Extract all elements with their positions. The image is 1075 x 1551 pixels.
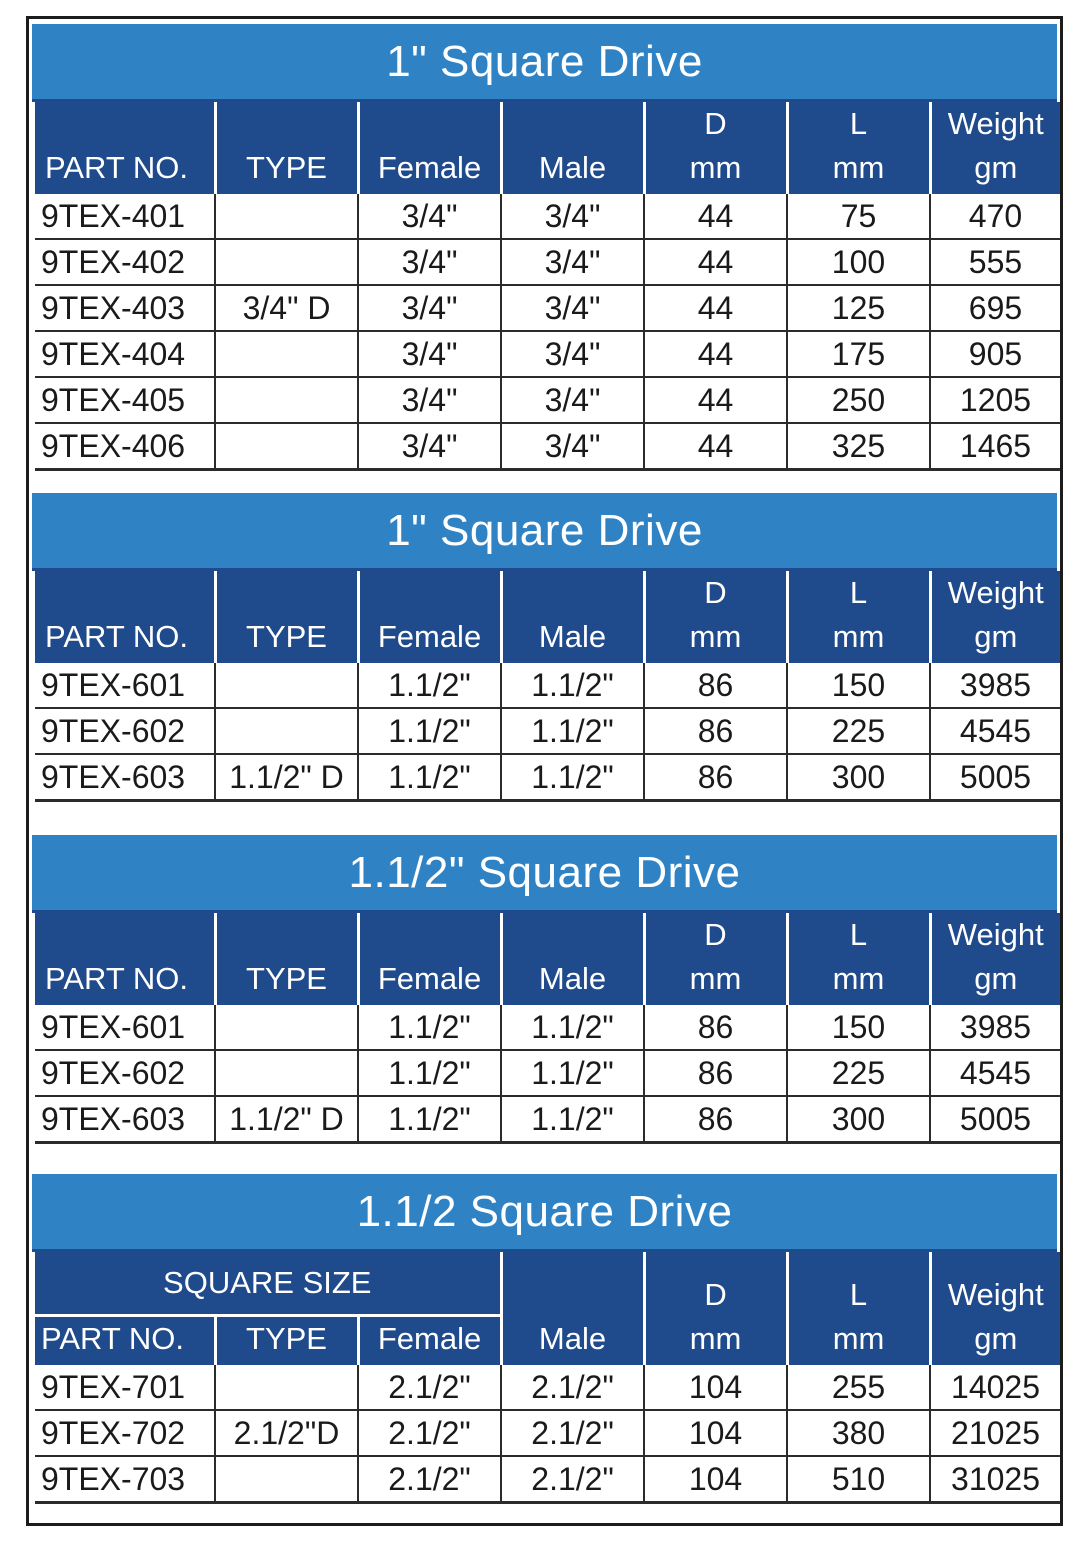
d-header-line1: D: [704, 106, 727, 141]
d-header: [644, 102, 787, 194]
l-header-line2: mm: [832, 961, 885, 996]
type-cell: [215, 377, 358, 423]
female-cell: 2.1/2": [358, 1456, 501, 1503]
l-header-line2: mm: [832, 1321, 885, 1356]
male-cell: 3/4": [501, 331, 644, 377]
l-cell: 125: [787, 285, 930, 331]
weight-cell: 5005: [930, 1096, 1060, 1143]
male-cell: 2.1/2": [501, 1456, 644, 1503]
spec-table-section: [29, 493, 1060, 802]
part-no-cell: 9TEX-601: [35, 1005, 215, 1050]
part-no-cell: 9TEX-603: [35, 754, 215, 801]
part-no-cell: 9TEX-401: [35, 194, 215, 239]
l-cell: 300: [787, 754, 930, 801]
type-cell: [215, 1050, 358, 1096]
type-cell: [215, 1005, 358, 1050]
table-row: [35, 1096, 1060, 1143]
part-no-cell: 9TEX-701: [35, 1365, 215, 1410]
weight-header-line2: gm: [974, 150, 1018, 185]
d-header: [644, 1252, 787, 1365]
weight-header-line1: Weight: [947, 1277, 1044, 1312]
female-header: Female: [358, 571, 501, 663]
female-header: Female: [358, 913, 501, 1005]
male-cell: 3/4": [501, 377, 644, 423]
section-title: 1" Square Drive: [32, 493, 1057, 568]
spec-table: [35, 1252, 1060, 1504]
female-cell: 1.1/2": [358, 754, 501, 801]
female-cell: 3/4": [358, 194, 501, 239]
l-cell: 225: [787, 1050, 930, 1096]
male-cell: 3/4": [501, 423, 644, 470]
l-header-line1: L: [849, 1277, 868, 1312]
weight-header: [930, 1252, 1060, 1365]
d-header-line1: D: [704, 575, 727, 610]
d-cell: 44: [644, 239, 787, 285]
male-cell: 3/4": [501, 239, 644, 285]
l-header-line1: L: [849, 106, 868, 141]
d-header-line1: D: [704, 1277, 727, 1312]
l-header-line2: mm: [832, 150, 885, 185]
table-row: [35, 1365, 1060, 1410]
d-cell: 104: [644, 1410, 787, 1456]
l-header-line2: mm: [832, 619, 885, 654]
female-header: Female: [358, 1316, 501, 1366]
table-row: [35, 1410, 1060, 1456]
weight-header-line2: gm: [974, 961, 1018, 996]
d-header: [644, 913, 787, 1005]
male-cell: 2.1/2": [501, 1365, 644, 1410]
male-cell: 3/4": [501, 194, 644, 239]
l-cell: 380: [787, 1410, 930, 1456]
part-no-cell: 9TEX-403: [35, 285, 215, 331]
l-header-line1: L: [849, 917, 868, 952]
female-cell: 2.1/2": [358, 1365, 501, 1410]
female-cell: 3/4": [358, 377, 501, 423]
male-cell: 2.1/2": [501, 1410, 644, 1456]
male-header: Male: [501, 571, 644, 663]
female-cell: 3/4": [358, 285, 501, 331]
weight-header-line1: Weight: [947, 917, 1044, 952]
weight-cell: 3985: [930, 1005, 1060, 1050]
spec-table-section: [29, 24, 1060, 471]
d-header-line2: mm: [689, 619, 742, 654]
d-header-line2: mm: [689, 150, 742, 185]
female-cell: 1.1/2": [358, 708, 501, 754]
d-cell: 44: [644, 377, 787, 423]
female-cell: 1.1/2": [358, 663, 501, 708]
l-header-line1: L: [849, 575, 868, 610]
male-header: Male: [501, 102, 644, 194]
table-row: [35, 194, 1060, 239]
spec-table: [35, 102, 1060, 471]
l-cell: 510: [787, 1456, 930, 1503]
d-header-line1: D: [704, 917, 727, 952]
spec-table-section: [29, 835, 1060, 1144]
part-no-cell: 9TEX-703: [35, 1456, 215, 1503]
part-no-cell: 9TEX-404: [35, 331, 215, 377]
weight-cell: 4545: [930, 708, 1060, 754]
weight-header: [930, 102, 1060, 194]
type-cell: 3/4" D: [215, 285, 358, 331]
weight-cell: 4545: [930, 1050, 1060, 1096]
part-no-cell: 9TEX-602: [35, 1050, 215, 1096]
female-cell: 2.1/2": [358, 1410, 501, 1456]
weight-cell: 31025: [930, 1456, 1060, 1503]
d-cell: 86: [644, 1005, 787, 1050]
type-header: TYPE: [215, 1316, 358, 1366]
male-header: Male: [501, 913, 644, 1005]
d-cell: 86: [644, 708, 787, 754]
type-cell: [215, 239, 358, 285]
female-cell: 3/4": [358, 423, 501, 470]
l-header: [787, 913, 930, 1005]
d-cell: 44: [644, 194, 787, 239]
type-header: TYPE: [215, 571, 358, 663]
table-row: [35, 331, 1060, 377]
male-cell: 1.1/2": [501, 708, 644, 754]
l-cell: 225: [787, 708, 930, 754]
part-no-header: PART NO.: [35, 102, 215, 194]
type-cell: 2.1/2"D: [215, 1410, 358, 1456]
d-cell: 104: [644, 1365, 787, 1410]
male-cell: 1.1/2": [501, 1096, 644, 1143]
spec-table: [35, 571, 1060, 802]
d-header: [644, 571, 787, 663]
female-cell: 3/4": [358, 239, 501, 285]
part-no-cell: 9TEX-405: [35, 377, 215, 423]
l-cell: 255: [787, 1365, 930, 1410]
section-title: 1" Square Drive: [32, 24, 1057, 99]
weight-header: [930, 913, 1060, 1005]
l-cell: 300: [787, 1096, 930, 1143]
part-no-cell: 9TEX-603: [35, 1096, 215, 1143]
part-no-header: PART NO.: [35, 571, 215, 663]
weight-cell: 5005: [930, 754, 1060, 801]
female-header: Female: [358, 102, 501, 194]
part-no-cell: 9TEX-406: [35, 423, 215, 470]
type-cell: [215, 1365, 358, 1410]
d-cell: 86: [644, 754, 787, 801]
male-cell: 1.1/2": [501, 754, 644, 801]
type-header: TYPE: [215, 913, 358, 1005]
weight-cell: 1205: [930, 377, 1060, 423]
type-cell: [215, 1456, 358, 1503]
type-cell: [215, 663, 358, 708]
l-cell: 150: [787, 1005, 930, 1050]
part-no-header: PART NO.: [35, 1316, 215, 1366]
square-size-header: SQUARE SIZE: [35, 1252, 501, 1316]
part-no-cell: 9TEX-601: [35, 663, 215, 708]
table-row: [35, 1456, 1060, 1503]
male-cell: 1.1/2": [501, 663, 644, 708]
d-cell: 44: [644, 423, 787, 470]
table-row: [35, 239, 1060, 285]
section-title: 1.1/2 Square Drive: [32, 1174, 1057, 1249]
table-row: [35, 663, 1060, 708]
weight-header-line2: gm: [974, 1321, 1018, 1356]
l-cell: 175: [787, 331, 930, 377]
d-cell: 44: [644, 331, 787, 377]
male-cell: 3/4": [501, 285, 644, 331]
weight-header-line1: Weight: [947, 575, 1044, 610]
female-cell: 1.1/2": [358, 1005, 501, 1050]
section-title: 1.1/2" Square Drive: [32, 835, 1057, 910]
spec-sheet: [26, 16, 1063, 1526]
male-cell: 1.1/2": [501, 1050, 644, 1096]
type-cell: [215, 194, 358, 239]
table-row: [35, 1005, 1060, 1050]
d-cell: 86: [644, 1096, 787, 1143]
table-row: [35, 377, 1060, 423]
female-cell: 3/4": [358, 331, 501, 377]
d-cell: 86: [644, 663, 787, 708]
d-cell: 44: [644, 285, 787, 331]
weight-cell: 470: [930, 194, 1060, 239]
table-row: [35, 754, 1060, 801]
weight-cell: 14025: [930, 1365, 1060, 1410]
l-header: [787, 1252, 930, 1365]
l-header: [787, 571, 930, 663]
table-row: [35, 423, 1060, 470]
part-no-cell: 9TEX-702: [35, 1410, 215, 1456]
type-cell: [215, 331, 358, 377]
l-cell: 75: [787, 194, 930, 239]
weight-cell: 21025: [930, 1410, 1060, 1456]
weight-cell: 3985: [930, 663, 1060, 708]
male-header: Male: [501, 1252, 644, 1365]
weight-cell: 695: [930, 285, 1060, 331]
type-cell: 1.1/2" D: [215, 1096, 358, 1143]
type-cell: [215, 423, 358, 470]
l-cell: 250: [787, 377, 930, 423]
part-no-cell: 9TEX-402: [35, 239, 215, 285]
weight-header: [930, 571, 1060, 663]
weight-cell: 555: [930, 239, 1060, 285]
weight-cell: 1465: [930, 423, 1060, 470]
d-header-line2: mm: [689, 1321, 742, 1356]
part-no-header: PART NO.: [35, 913, 215, 1005]
male-cell: 1.1/2": [501, 1005, 644, 1050]
l-cell: 325: [787, 423, 930, 470]
female-cell: 1.1/2": [358, 1096, 501, 1143]
l-cell: 150: [787, 663, 930, 708]
weight-header-line1: Weight: [947, 106, 1044, 141]
d-cell: 104: [644, 1456, 787, 1503]
weight-header-line2: gm: [974, 619, 1018, 654]
table-row: [35, 1050, 1060, 1096]
type-cell: 1.1/2" D: [215, 754, 358, 801]
l-cell: 100: [787, 239, 930, 285]
table-row: [35, 285, 1060, 331]
weight-cell: 905: [930, 331, 1060, 377]
d-cell: 86: [644, 1050, 787, 1096]
type-cell: [215, 708, 358, 754]
spec-table: [35, 913, 1060, 1144]
type-header: TYPE: [215, 102, 358, 194]
part-no-cell: 9TEX-602: [35, 708, 215, 754]
l-header: [787, 102, 930, 194]
table-row: [35, 708, 1060, 754]
female-cell: 1.1/2": [358, 1050, 501, 1096]
spec-table-section: [29, 1174, 1060, 1504]
d-header-line2: mm: [689, 961, 742, 996]
